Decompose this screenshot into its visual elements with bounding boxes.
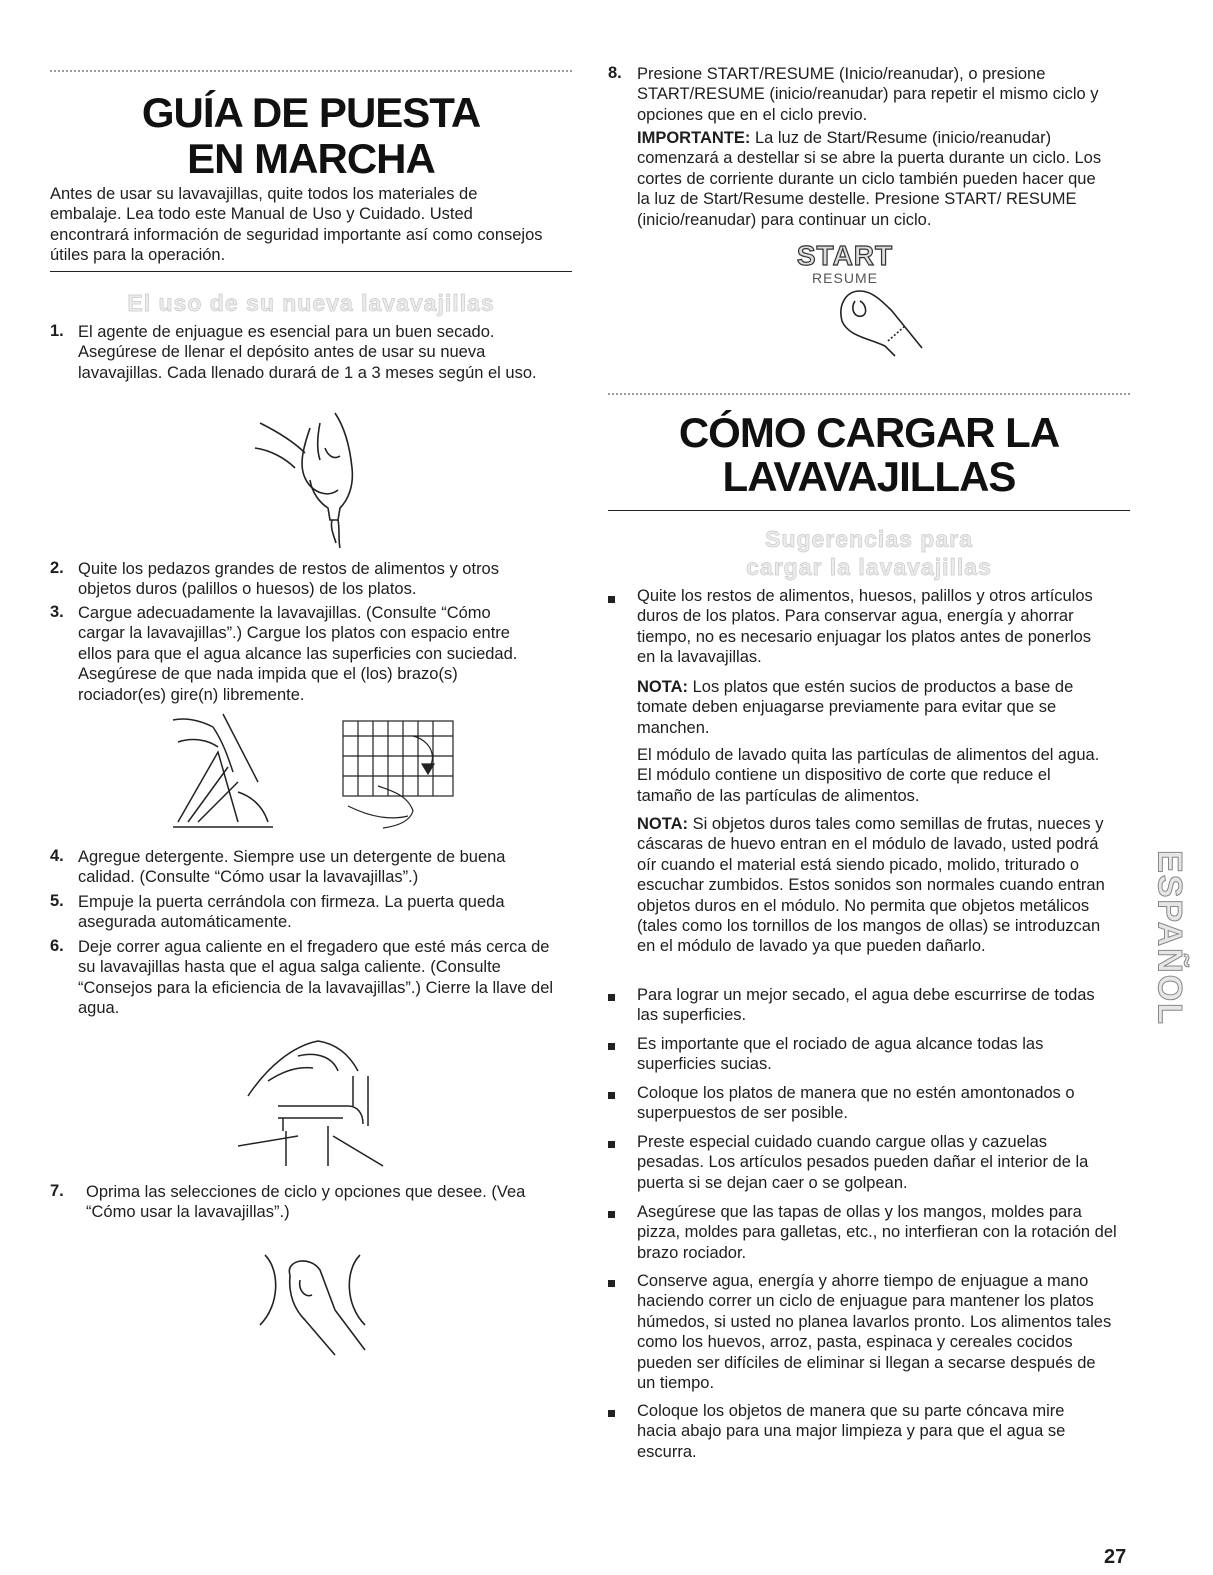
resume-button-label: RESUME: [812, 270, 878, 286]
section-rule-right: [608, 510, 1130, 511]
page-title-line1: GUÍA DE PUESTA: [141, 89, 481, 136]
bullet-marker: [608, 1092, 615, 1099]
nota-label: NOTA:: [637, 815, 689, 833]
step-text: Deje correr agua caliente en el fregadero que esté más cerca de su lavavajillas hasta que el agua salga caliente. (Consulte “Consejos para la eficiencia de la lavavajillas”.) Cierre la llave del agua.: [78, 938, 554, 1018]
page-title-line2: EN MARCHA: [187, 135, 435, 182]
step-text: Empuje la puerta cerrándola con firmeza. La puerta queda asegurada automáticamente.: [78, 893, 505, 932]
bullet-text: Para lograr un mejor secado, el agua debe escurrirse de todas las superficies.: [637, 986, 1095, 1025]
modulo-paragraph: El módulo de lavado quita las partículas de alimentos del agua. El módulo contiene un dispositivo de corte que reduce el tamaño de las partículas de alimentos.: [637, 746, 1100, 805]
side-tab-label: ESPAÑOL: [1150, 850, 1189, 1026]
important-note: [637, 128, 1107, 230]
bullet-text: Asegúrese que las tapas de ollas y los mangos, moldes para pizza, moldes para galletas, etc., no interfieran con la rotación del brazo rociador.: [637, 1203, 1117, 1262]
step-text: Oprima las selecciones de ciclo y opciones que desee. (Vea “Cómo usar la lavavajillas”.): [86, 1183, 526, 1222]
finger-press-start-icon: [830, 286, 930, 358]
section-title-line2: LAVAVAJILLAS: [722, 453, 1016, 500]
bullet-marker: [608, 994, 615, 1001]
bullet-marker: [608, 1280, 615, 1287]
step-number: 6.: [50, 937, 64, 955]
loading-dishes-illustration: [168, 712, 278, 832]
intro-paragraph: Antes de usar su lavavajillas, quite todos los materiales de embalaje. Lea todo este Manual de Uso y Cuidado. Usted encontrará información de seguridad importante así como consejos útiles para la operación.: [50, 185, 543, 265]
bullet-text: Es importante que el rociado de agua alcance todas las superficies sucias.: [637, 1035, 1044, 1074]
section-subtitle-right-line1: Sugerencias para: [765, 526, 973, 552]
section-subtitle-right-line2: cargar la lavavajillas: [746, 554, 992, 580]
step-number: 5.: [50, 892, 64, 910]
step-text: Agregue detergente. Siempre use un detergente de buena calidad. (Consulte “Cómo usar la lavavajillas”.): [78, 848, 506, 887]
step-text: Cargue adecuadamente la lavavajillas. (Consulte “Cómo cargar la lavavajillas”.) Cargue los platos con espacio entre ellos para que el agua alcance las superficies con suciedad. Asegúrese de que nada impida que el (los) brazo(s) rociador(es) gire(n) libremente.: [78, 604, 518, 704]
step-number: 8.: [608, 64, 622, 82]
step-text: Quite los pedazos grandes de restos de alimentos y otros objetos duros (palillos o huesos) de los platos.: [78, 560, 499, 599]
bullet-text: Quite los restos de alimentos, huesos, palillos y otros artículos duros de los platos. Para conservar agua, energía y ahorrar tiempo, no es necesario enjuagar los platos antes de ponerlos en la lavavajillas.: [637, 587, 1093, 667]
bullet-marker: [608, 1410, 615, 1417]
press-button-illustration: [250, 1250, 380, 1365]
section-title-line1: CÓMO CARGAR LA: [678, 409, 1060, 456]
bullet-marker: [608, 1043, 615, 1050]
nota-hard-objects: [637, 814, 1117, 957]
important-text: La luz de Start/Resume (inicio/reanudar) comenzará a destellar si se abre la puerta durante un ciclo. Los cortes de corriente durante un ciclo también pueden hacer que la luz de Start/Resume destelle. Presione START/ RESUME (inicio/reanudar) para continuar un ciclo.: [637, 129, 1102, 229]
bullet-text: Preste especial cuidado cuando cargue ollas y cazuelas pesadas. Los artículos pesados pueden dañar el interior de la puerta si se dejan caer o se golpean.: [637, 1133, 1089, 1192]
start-button-label: START: [796, 240, 894, 271]
step-number: 2.: [50, 559, 64, 577]
step-number: 3.: [50, 603, 64, 621]
bullet-text: Conserve agua, energía y ahorre tiempo de enjuague a mano haciendo correr un ciclo de enjuague para mantener los platos húmedos, si usted no planea lavarlos pronto. Los alimentos tales como los huevos, arroz, pasta, espinaca y cereales cocidos pueden ser difíciles de eliminar si llegan a secarse después de un tiempo.: [637, 1272, 1112, 1393]
step-number: 1.: [50, 322, 64, 340]
section-subtitle-left: El uso de su nueva lavavajillas: [127, 290, 495, 316]
bullet-marker: [608, 596, 615, 603]
bullet-text: Coloque los platos de manera que no estén amontonados o superpuestos de ser posible.: [637, 1084, 1075, 1123]
top-dotted-rule-left: [50, 70, 572, 72]
rinse-aid-bottle-illustration: [250, 408, 380, 558]
step-text: El agente de enjuague es esencial para un buen secado. Asegúrese de llenar el depósito antes de usar su nueva lavavajillas. Cada llenado durará de 1 a 3 meses según el uso.: [78, 323, 537, 382]
language-side-tab: [1151, 818, 1187, 1058]
top-dotted-rule-right: [608, 393, 1130, 395]
nota-tomato: [637, 677, 1107, 738]
nota-text: Si objetos duros tales como semillas de frutas, nueces y cáscaras de huevo entran en el módulo de lavado, usted podrá oír cuando el material está siendo picado, molido, triturado o escuchar zumbidos. Estos sonidos son normales cuando entran objetos duros en el módulo. No permita que objetos metálicos (tales como los tornillos de los mangos de ollas) se introduzcan en el módulo de lavado ya que pueden dañarlo.: [637, 815, 1105, 956]
step-number: 7.: [50, 1182, 64, 1200]
bullet-marker: [608, 1211, 615, 1218]
section-rule-left: [50, 271, 572, 272]
step-number: 4.: [50, 847, 64, 865]
faucet-hot-water-illustration: [238, 1036, 398, 1171]
nota-label: NOTA:: [637, 678, 689, 696]
nota-text: Los platos que estén sucios de productos a base de tomate deben enjuagarse previamente para evitar que se manchen.: [637, 678, 1074, 737]
bullet-text: Coloque los objetos de manera que su parte cóncava mire hacia abajo para una major limpieza y para que el agua se escurra.: [637, 1402, 1066, 1461]
step-text: Presione START/RESUME (Inicio/reanudar), o presione START/RESUME (inicio/reanudar) para repetir el mismo ciclo y opciones que en el ciclo previo.: [637, 65, 1099, 124]
important-label: IMPORTANTE:: [637, 129, 751, 147]
spray-arm-rack-illustration: [338, 716, 458, 831]
page-number: 27: [1104, 1546, 1127, 1568]
bullet-marker: [608, 1141, 615, 1148]
